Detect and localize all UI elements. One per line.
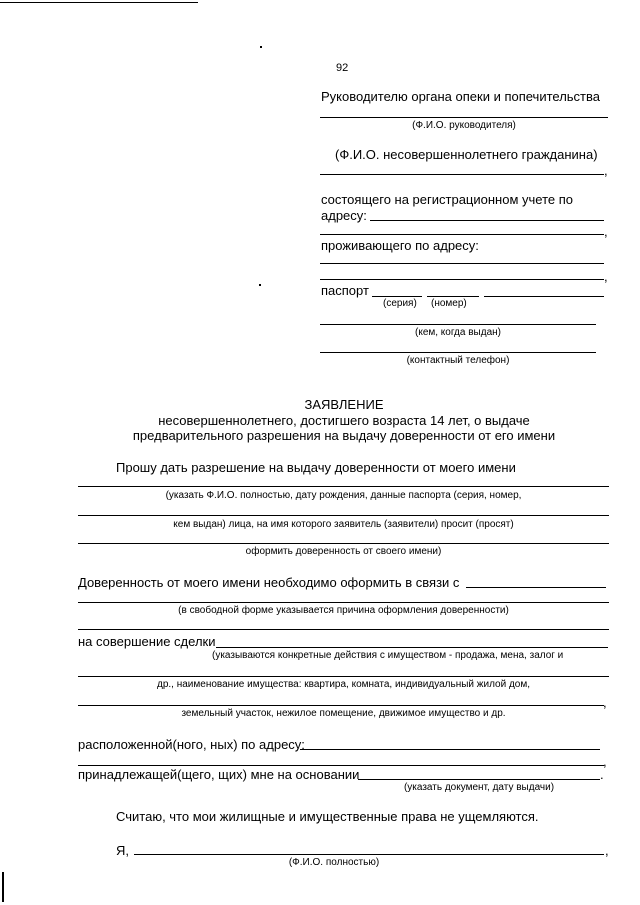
passport-label: паспорт: [321, 283, 369, 298]
deal-hint-1: (указываются конкретные действия с имуществом - продажа, мена, залог и: [212, 650, 564, 661]
i-label: Я,: [116, 843, 129, 858]
residing-text: проживающего по адресу:: [321, 238, 479, 253]
deal-text: на совершение сделки: [78, 634, 216, 649]
request-hint-3: оформить доверенность от своего имени): [245, 546, 442, 557]
phone-hint: (контактный телефон): [406, 355, 510, 366]
owned-line: [358, 779, 600, 780]
owned-text: принадлежащей(щего, щих) мне на основании: [78, 767, 360, 782]
scan-dot: [259, 284, 261, 286]
owned-hint: (указать документ, дату выдачи): [403, 782, 555, 793]
comma: ,: [603, 754, 607, 769]
number-hint: (номер): [431, 298, 467, 309]
full-name-hint: (Ф.И.О. полностью): [288, 857, 380, 868]
minor-fio-line: [320, 174, 604, 175]
request-text: Прошу дать разрешение на выдачу доверенности от моего имени: [116, 460, 516, 475]
reason-line-3: [78, 629, 609, 630]
document-subtitle-1: несовершеннолетнего, достигшего возраста 14 лет, о выдаче: [158, 413, 530, 428]
request-hint-2: кем выдан) лица, на имя которого заявитель (заявители) просит (просят): [173, 519, 514, 530]
page-number: 92: [336, 62, 349, 74]
consider-text: Считаю, что мои жилищные и имущественные права не ущемляются.: [116, 809, 539, 824]
deal-hint-3: земельный участок, нежилое помещение, движимое имущество и др.: [181, 708, 506, 719]
comma: ,: [603, 695, 607, 710]
issued-line: [320, 324, 596, 325]
registered-address-line-1: [370, 220, 604, 221]
request-line-3: [78, 543, 609, 544]
comma: ,: [604, 224, 608, 239]
head-fio-line: [320, 117, 608, 118]
addressee-text: Руководителю органа опеки и попечительства: [321, 89, 600, 104]
request-line-1: [78, 486, 609, 487]
head-fio-hint: (Ф.И.О. руководителя): [412, 120, 516, 131]
full-name-line: [134, 854, 604, 855]
passport-series-line: [372, 296, 422, 297]
period: .: [600, 767, 604, 782]
deal-line-3: [78, 705, 604, 706]
minor-fio-hint: (Ф.И.О. несовершеннолетнего гражданина): [335, 147, 598, 162]
document-title: ЗАЯВЛЕНИЕ: [304, 397, 384, 412]
series-hint: (серия): [383, 298, 417, 309]
document-subtitle-2: предварительного разрешения на выдачу доверенности от его имени: [132, 428, 556, 443]
residing-address-line-1: [320, 263, 604, 264]
request-hint-1: (указать Ф.И.О. полностью, дату рождения, данные паспорта (серия, номер,: [165, 490, 522, 501]
residing-address-line-2: [320, 279, 604, 280]
reason-line-2: [78, 602, 609, 603]
top-corner-rule: [0, 2, 198, 3]
left-edge-mark: [2, 872, 4, 902]
located-line-2: [78, 765, 604, 766]
deal-line-1: [216, 647, 608, 648]
reason-text: Доверенность от моего имени необходимо оформить в связи с: [78, 575, 460, 590]
request-line-2: [78, 515, 609, 516]
passport-extra-line: [484, 296, 604, 297]
phone-line: [320, 352, 596, 353]
scan-dot: [260, 46, 262, 48]
deal-hint-2: др., наименование имущества: квартира, комната, индивидуальный жилой дом,: [156, 679, 530, 690]
comma: ,: [605, 843, 609, 858]
located-line-1: [300, 749, 600, 750]
comma: ,: [604, 163, 608, 178]
registered-address-line-2: [320, 234, 604, 235]
deal-line-2: [78, 676, 609, 677]
reason-hint: (в свободной форме указывается причина оформления доверенности): [178, 605, 509, 616]
registered-text-2: адресу:: [321, 208, 367, 223]
comma: ,: [604, 269, 608, 284]
issued-hint: (кем, когда выдан): [415, 327, 501, 338]
passport-number-line: [427, 296, 479, 297]
located-text: расположенной(ного, ных) по адресу:: [78, 737, 305, 752]
registered-text-1: состоящего на регистрационном учете по: [321, 192, 573, 207]
reason-line-1: [466, 587, 606, 588]
